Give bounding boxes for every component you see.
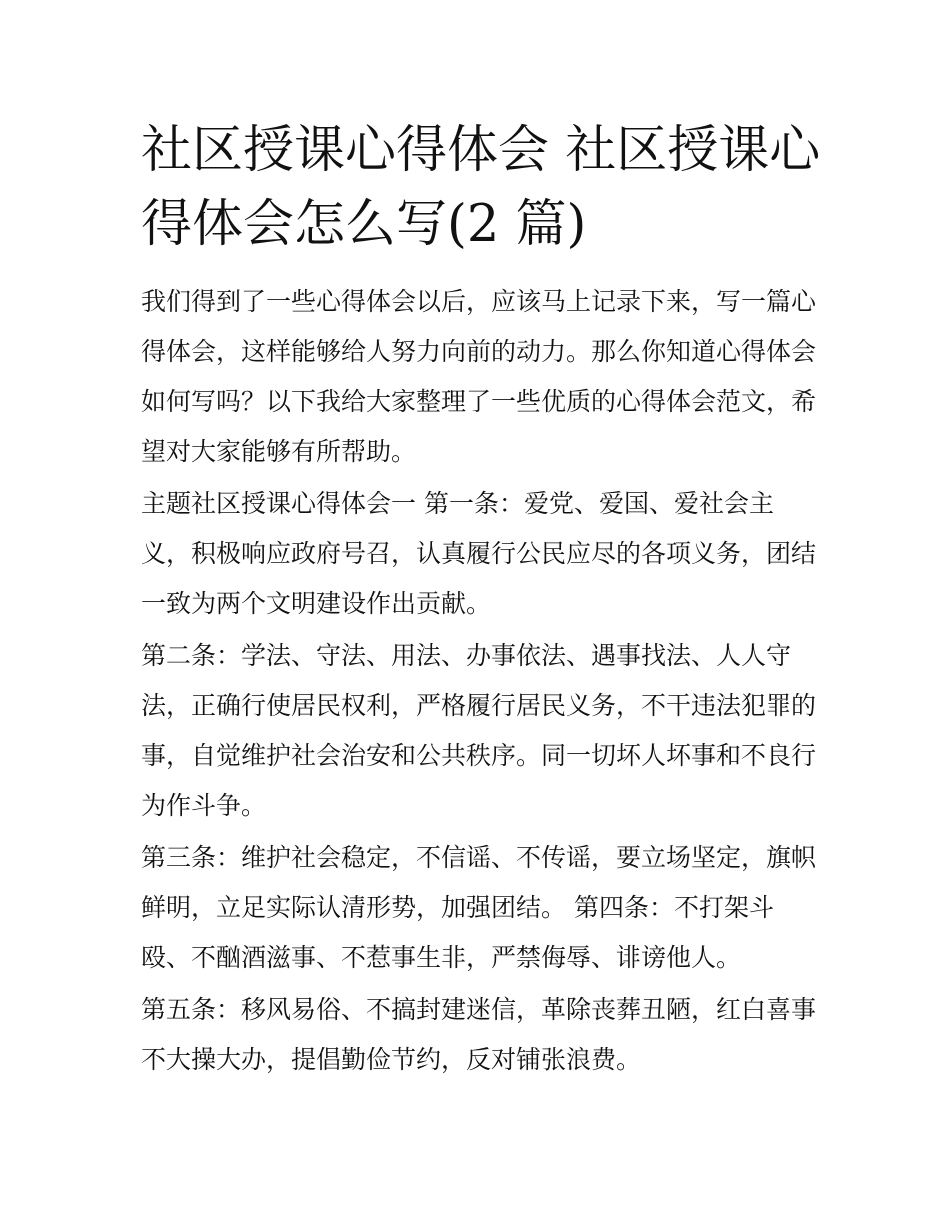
paragraph-line: 第五条：移风易俗、不搞封建迷信，革除丧葬丑陋，红白喜事 xyxy=(141,995,817,1024)
paragraph-line: 如何写吗？以下我给大家整理了一些优质的心得体会范文，希 xyxy=(141,387,817,416)
paragraph-line: 事，自觉维护社会治安和公共秩序。同一切坏人坏事和不良行 xyxy=(141,741,817,770)
paragraph-line: 为作斗争。 xyxy=(141,791,267,820)
paragraph-line: 第三条：维护社会稳定，不信谣、不传谣，要立场坚定，旗帜 xyxy=(141,843,817,872)
paragraph-line: 望对大家能够有所帮助。 xyxy=(141,437,417,466)
paragraph-line: 义，积极响应政府号召，认真履行公民应尽的各项义务，团结 xyxy=(141,539,817,568)
paragraph-line: 得体会，这样能够给人努力向前的动力。那么你知道心得体会 xyxy=(141,337,817,366)
paragraph-line: 殴、不酗酒滋事、不惹事生非，严禁侮辱、诽谤他人。 xyxy=(141,943,742,972)
paragraph-line: 不大操大办，提倡勤俭节约，反对铺张浪费。 xyxy=(141,1045,642,1074)
paragraph-line: 一致为两个文明建设作出贡献。 xyxy=(141,589,492,618)
paragraph-line: 主题社区授课心得体会一 第一条：爱党、爱国、爱社会主 xyxy=(141,489,774,518)
paragraph-line: 我们得到了一些心得体会以后，应该马上记录下来，写一篇心 xyxy=(141,287,817,316)
title-line: 社区授课心得体会 社区授课心 xyxy=(141,121,821,180)
paragraph-line: 鲜明，立足实际认清形势，加强团结。 第四条：不打架斗 xyxy=(141,893,774,922)
document-title xyxy=(141,114,821,262)
paragraph-line: 第二条：学法、守法、用法、办事依法、遇事找法、人人守 xyxy=(141,641,792,670)
paragraph-line: 法，正确行使居民权利，严格履行居民义务，不干违法犯罪的 xyxy=(141,691,817,720)
title-line: 得体会怎么写(2 篇) xyxy=(141,195,587,254)
